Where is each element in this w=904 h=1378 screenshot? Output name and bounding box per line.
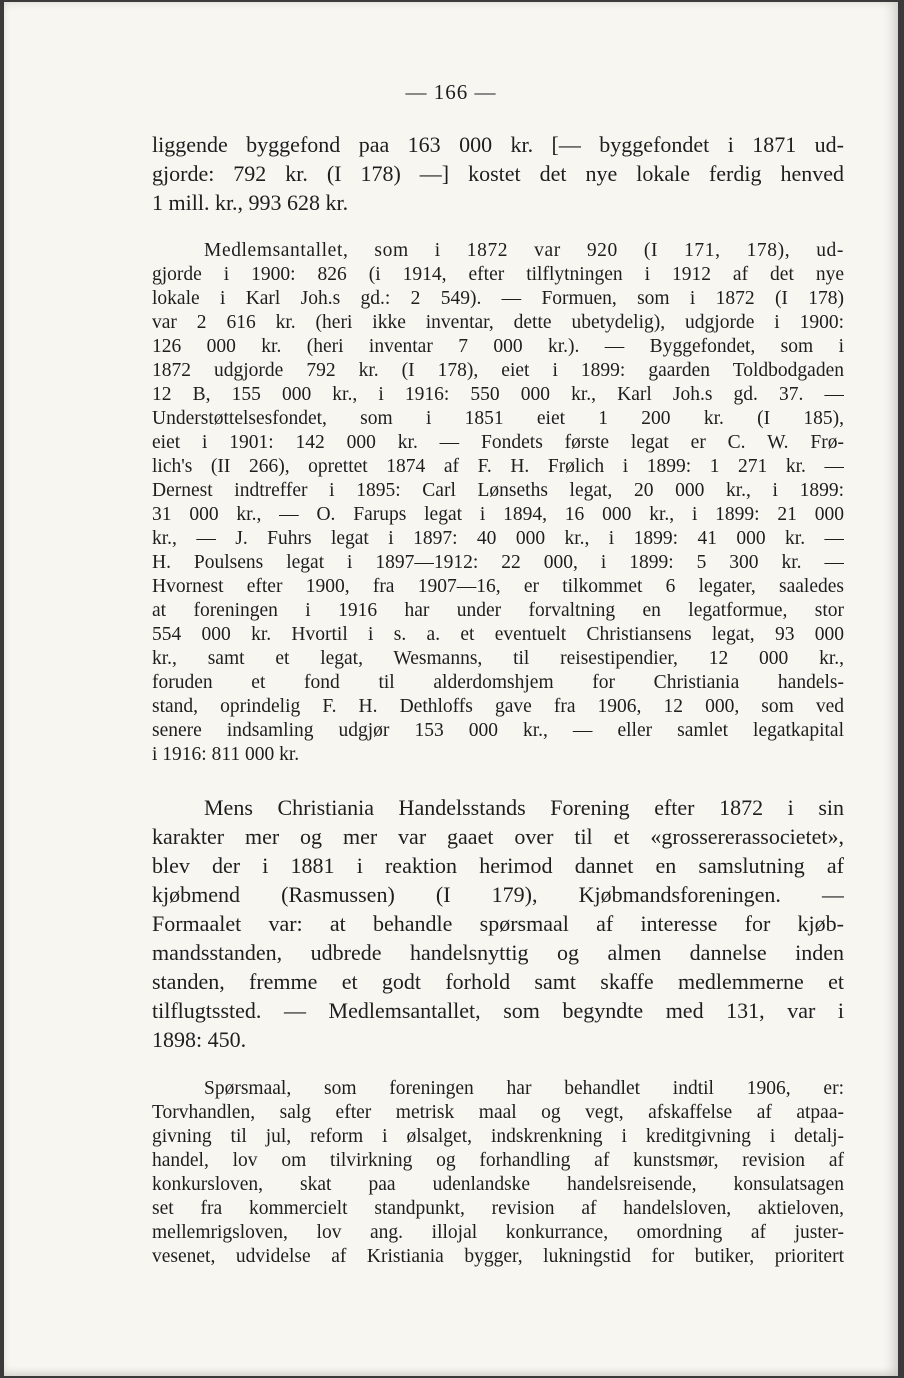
text-line: gjorde i 1900: 826 (i 1914, efter tilflytningen i 1912 af det nye [152,264,844,285]
text-line: 554 000 kr. Hvortil i s. a. et eventuelt Christiansens legat, 93 000 [152,624,844,645]
text-line: senere indsamling udgjør 153 000 kr., — eller samlet legatkapital [152,720,844,741]
text-line: Understøttelsesfondet, som i 1851 eiet 1 200 kr. (I 185), [152,408,844,429]
text-line: H. Poulsens legat i 1897—1912: 22 000, i 1899: 5 300 kr. — [152,552,844,573]
text-line: foruden et fond til alderdomshjem for Christiania handels- [152,672,844,693]
text-line: vesenet, udvidelse af Kristiania bygger, lukningstid for butiker, prioritert [152,1246,844,1267]
text-line: gjorde: 792 kr. (I 178) —] kostet det nye lokale ferdig henved [152,161,844,186]
text-line: 126 000 kr. (heri inventar 7 000 kr.). — Byggefondet, som i [152,336,844,357]
text-line: liggende byggefond paa 163 000 kr. [— byggefondet i 1871 ud- [152,132,844,157]
text-line: givning til jul, reform i ølsalget, indskrenkning i kreditgivning i detalj- [152,1126,844,1147]
paragraph-continuation [152,130,844,217]
text-line: stand, oprindelig F. H. Dethloffs gave fra 1906, 12 000, som ved [152,696,844,717]
text-line: mellemrigsloven, lov ang. illojal konkurrance, omordning af juster- [152,1222,844,1243]
text-line: var 2 616 kr. (heri ikke inventar, dette ubetydelig), udgjorde i 1900: [152,312,844,333]
text-line: tilflugtssted. — Medlemsantallet, som begyndte med 131, var i [152,998,844,1023]
text-line: kjøbmend (Rasmussen) (I 179), Kjøbmandsforeningen. — [152,882,844,907]
text-line: kr., samt et legat, Wesmanns, til reisestipendier, 12 000 kr., [152,648,844,669]
text-line: lich's (II 266), oprettet 1874 af F. H. Frølich i 1899: 1 271 kr. — [152,456,844,477]
paragraph-questions [152,1077,844,1269]
document-page [4,2,898,1376]
text-line: 1872 udgjorde 792 kr. (I 178), eiet i 1899: gaarden Toldbodgaden [152,360,844,381]
paragraph-members [152,239,844,767]
text-line: 1 mill. kr., 993 628 kr. [152,190,349,215]
text-line: Formaalet var: at behandle spørsmaal af interesse for kjøb- [152,911,844,936]
text-line: Medlemsantallet, som i 1872 var 920 (I 171, 178), ud- [204,240,844,261]
text-line: Torvhandlen, salg efter metrisk maal og vegt, afskaffelse af atpaa- [152,1102,844,1123]
text-line: karakter mer og mer var gaaet over til et «grossererassocietet», [152,824,844,849]
text-line: Hvornest efter 1900, fra 1907—16, er tilkommet 6 legater, saaledes [152,576,844,597]
text-line: 1898: 450. [152,1027,247,1052]
text-line: Dernest indtreffer i 1895: Carl Lønseths legat, 20 000 kr., i 1899: [152,480,844,501]
text-line: at foreningen i 1916 har under forvaltning en legatformue, stor [152,600,844,621]
text-line: blev der i 1881 i reaktion herimod dannet en samslutning af [152,853,844,878]
text-line: Mens Christiania Handelsstands Forening efter 1872 i sin [204,795,844,820]
text-line: i 1916: 811 000 kr. [152,744,300,765]
text-line: eiet i 1901: 142 000 kr. — Fondets første legat er C. W. Frø- [152,432,844,453]
text-line: Spørsmaal, som foreningen har behandlet indtil 1906, er: [204,1078,844,1099]
page-number: — 166 — [405,80,497,104]
text-line: lokale i Karl Joh.s gd.: 2 549). — Formuen, som i 1872 (I 178) [152,288,844,309]
text-line: mandsstanden, udbrede handelsnyttig og almen dannelse inden [152,940,844,965]
text-line: set fra kommercielt standpunkt, revision af handelsloven, aktieloven, [152,1198,844,1219]
text-line: handel, lov om tilvirkning og forhandling af kunstsmør, revision af [152,1150,844,1171]
text-line: kr., — J. Fuhrs legat i 1897: 40 000 kr., i 1899: 41 000 kr. — [152,528,844,549]
text-line: konkursloven, skat paa udenlandske handelsreisende, konsulatsagen [152,1174,844,1195]
paragraph-kjobmandsforeningen [152,793,844,1054]
text-line: 31 000 kr., — O. Farups legat i 1894, 16 000 kr., i 1899: 21 000 [152,504,844,525]
text-line: 12 B, 155 000 kr., i 1916: 550 000 kr., Karl Joh.s gd. 37. — [152,384,844,405]
text-line: standen, fremme et godt forhold samt skaffe medlemmerne et [152,969,844,994]
